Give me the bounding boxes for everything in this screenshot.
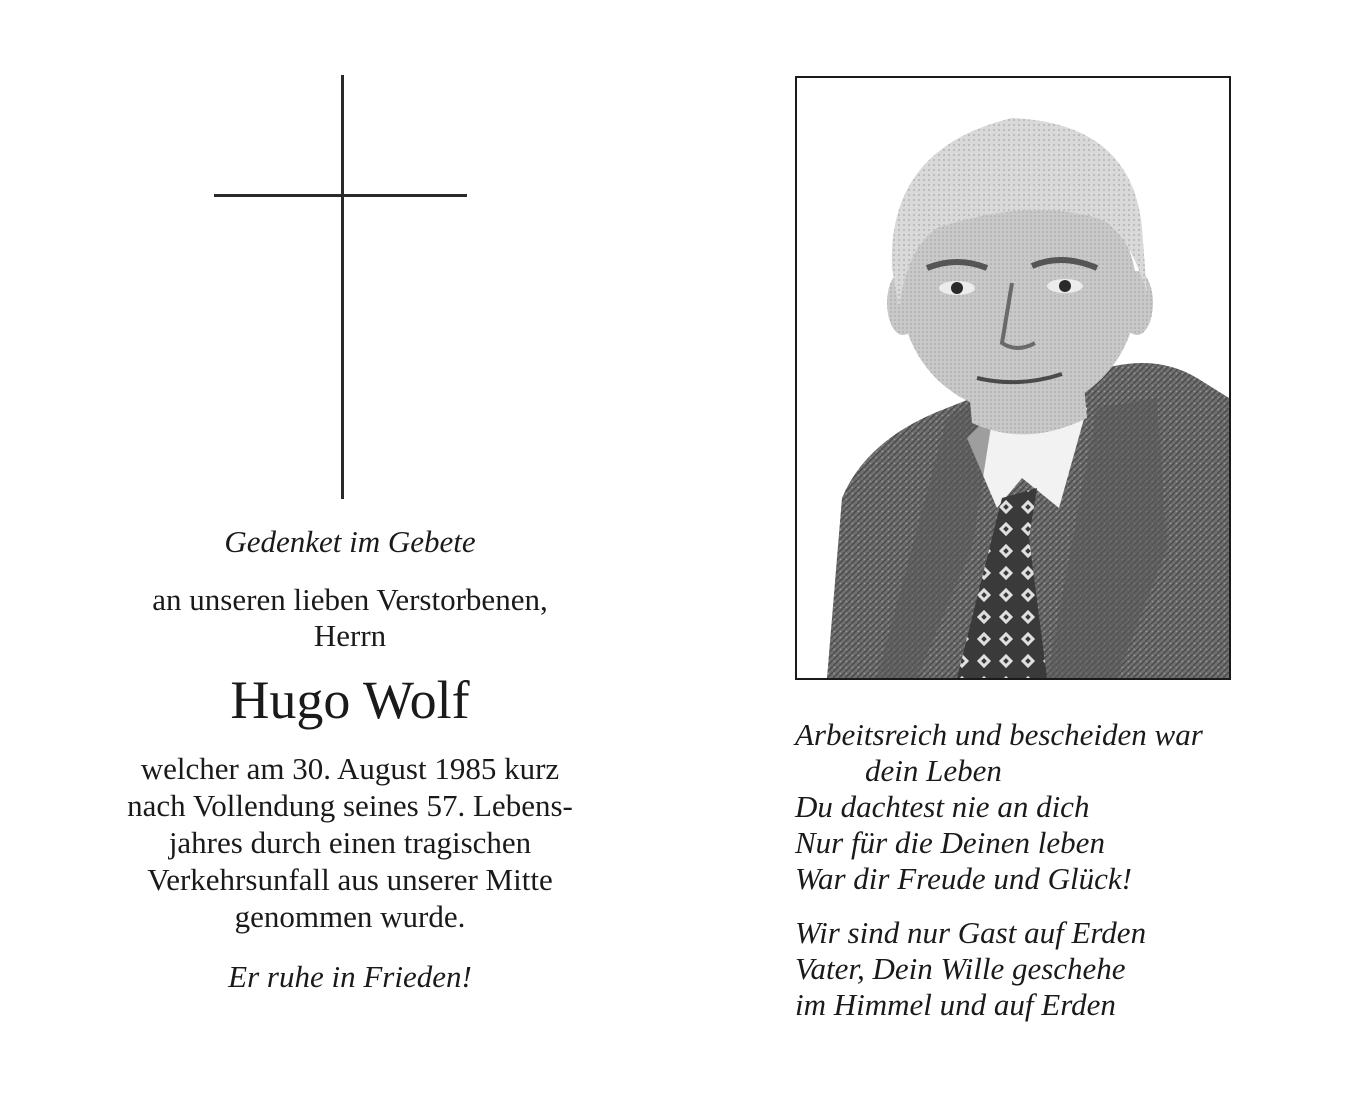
intro-line: an unseren lieben Verstorbenen, <box>152 582 548 617</box>
body-line: Verkehrsunfall aus unserer Mitte <box>147 862 553 897</box>
verse-line: War dir Freude und Glück! <box>795 861 1132 896</box>
body-text <box>40 750 660 935</box>
deceased-name: Hugo Wolf <box>230 670 470 730</box>
verse-line: Arbeitsreich und bescheiden war <box>795 717 1203 752</box>
cross-icon <box>341 75 344 499</box>
intro-line: Herrn <box>313 618 387 653</box>
body-line: nach Vollendung seines 57. Lebens- <box>127 788 573 823</box>
verse-line: Nur für die Deinen leben <box>795 825 1105 860</box>
portrait-photo <box>795 76 1231 680</box>
verse-line: dein Leben <box>865 753 1002 788</box>
closing-text: Er ruhe in Frieden! <box>228 959 472 994</box>
cross-icon-bar <box>214 194 467 197</box>
verse-line: Wir sind nur Gast auf Erden <box>795 915 1147 950</box>
body-line: genommen wurde. <box>234 899 466 934</box>
verse-line: im Himmel und auf Erden <box>795 987 1116 1022</box>
verse-stanza-1 <box>795 717 1315 897</box>
body-line: jahres durch einen tragischen <box>168 825 532 860</box>
portrait-image <box>797 78 1229 678</box>
body-line: welcher am 30. August 1985 kurz <box>140 751 560 786</box>
verse-line: Du dachtest nie an dich <box>795 789 1090 824</box>
memorial-heading: Gedenket im Gebete <box>224 524 476 559</box>
intro-text <box>40 582 660 654</box>
verse-line: Vater, Dein Wille geschehe <box>795 951 1126 986</box>
verse-stanza-2 <box>795 915 1315 1023</box>
